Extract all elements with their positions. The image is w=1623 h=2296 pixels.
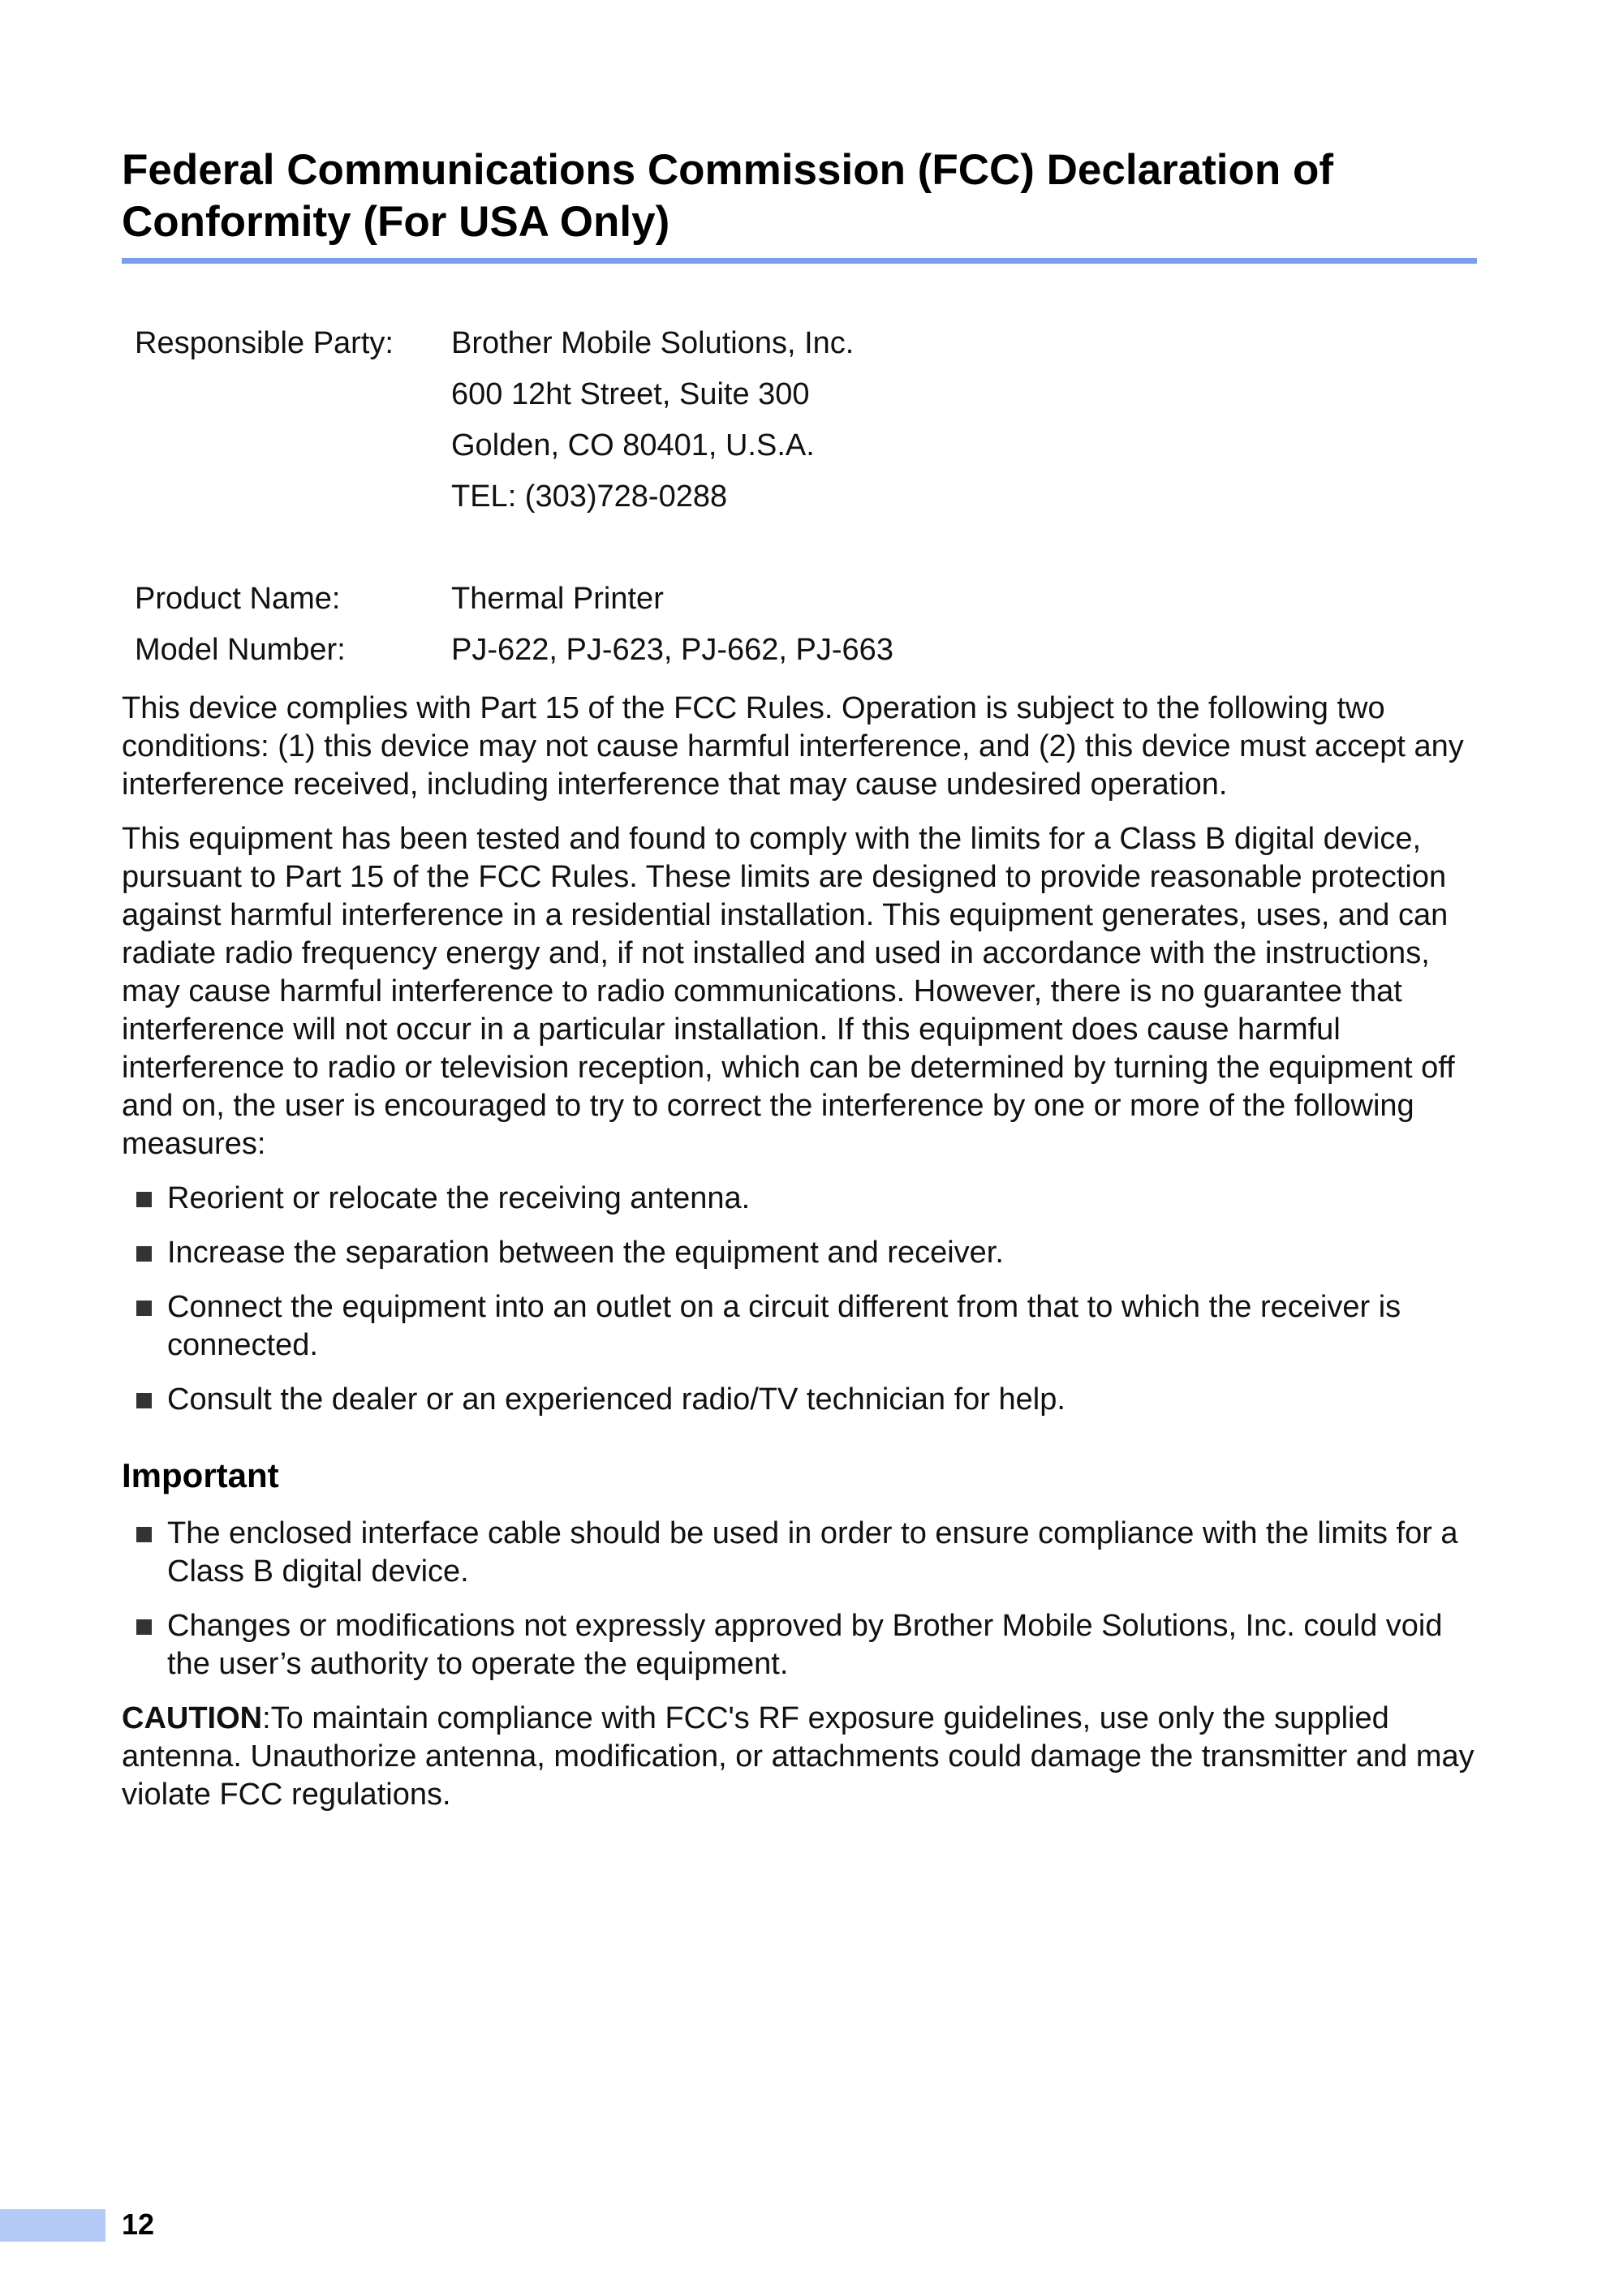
responsible-party-phone: TEL: (303)728-0288 <box>451 479 728 514</box>
responsible-party-values <box>451 318 1466 522</box>
measure-text: Connect the equipment into an outlet on a circuit different from that to which the receiver is connected. <box>167 1290 1401 1362</box>
list-item <box>122 1381 1485 1419</box>
main-content <box>122 690 1485 1830</box>
important-text: Changes or modifications not expressly approved by Brother Mobile Solutions, Inc. could void the user’s authority to operate the equipment. <box>167 1609 1443 1681</box>
square-bullet-icon <box>136 1527 152 1542</box>
compliance-paragraph: This device complies with Part 15 of the FCC Rules. Operation is subject to the following two conditions: (1) this device may not cause harmful interference, and (2) this device must accept any interference received, including interference that may cause undesired operation. <box>122 691 1464 802</box>
caution-text: :To maintain compliance with FCC's RF exposure guidelines, use only the supplied antenna. Unauthorize antenna, modification, or attachments could damage the transmitter and may violate FCC regulations. <box>122 1701 1474 1812</box>
equipment-paragraph: This equipment has been tested and found to comply with the limits for a Class B digital device, pursuant to Part 15 of the FCC Rules. These limits are designed to provide reasonable protection against harmful interference in a residential installation. This equipment generates, uses, and can radiate radio frequency energy and, if not installed and used in accordance with the instructions, may cause harmful interference to radio communications. However, there is no guarantee that interference will not occur in a particular installation. If this equipment does cause harmful interference to radio or television reception, which can be determined by turning the equipment off and on, the user is encouraged to try to correct the interference by one or more of the following measures: <box>122 822 1455 1161</box>
list-item <box>122 1234 1485 1272</box>
model-number-row <box>135 625 1466 676</box>
info-spacer <box>135 522 1466 574</box>
page-tab <box>0 2209 105 2242</box>
square-bullet-icon <box>136 1393 152 1408</box>
measure-text: Consult the dealer or an experienced radio/TV technician for help. <box>167 1382 1065 1417</box>
important-heading: Important <box>122 1456 279 1494</box>
responsible-party-street: 600 12ht Street, Suite 300 <box>451 377 810 411</box>
list-item <box>122 1607 1485 1683</box>
square-bullet-icon <box>136 1192 152 1207</box>
model-number-label: Model Number: <box>135 633 346 667</box>
title-rule <box>122 258 1477 264</box>
square-bullet-icon <box>136 1619 152 1635</box>
page-title: Federal Communications Commission (FCC) Declaration of Conformity (For USA Only) <box>122 146 1334 246</box>
product-name-label: Product Name: <box>135 582 341 616</box>
product-name-value: Thermal Printer <box>451 582 664 616</box>
caution-label: CAUTION <box>122 1701 263 1735</box>
product-name-row <box>135 574 1466 625</box>
important-text: The enclosed interface cable should be used in order to ensure compliance with the limits for a Class B digital device. <box>167 1516 1458 1589</box>
list-item <box>122 1288 1485 1365</box>
model-number-value: PJ-622, PJ-623, PJ-662, PJ-663 <box>451 633 893 667</box>
list-item <box>122 1515 1485 1591</box>
square-bullet-icon <box>136 1246 152 1262</box>
responsible-party-company: Brother Mobile Solutions, Inc. <box>451 326 855 360</box>
responsible-party-city: Golden, CO 80401, U.S.A. <box>451 428 815 462</box>
caution-paragraph <box>122 1700 1485 1814</box>
responsible-party-label: Responsible Party: <box>135 326 394 360</box>
important-list <box>122 1515 1485 1683</box>
page-number: 12 <box>122 2208 155 2241</box>
responsible-party-row <box>135 318 1466 522</box>
measure-text: Increase the separation between the equipment and receiver. <box>167 1236 1004 1270</box>
square-bullet-icon <box>136 1301 152 1316</box>
measures-list <box>122 1180 1485 1419</box>
list-item <box>122 1180 1485 1218</box>
declaration-info <box>135 318 1466 676</box>
measure-text: Reorient or relocate the receiving antenna. <box>167 1181 751 1215</box>
